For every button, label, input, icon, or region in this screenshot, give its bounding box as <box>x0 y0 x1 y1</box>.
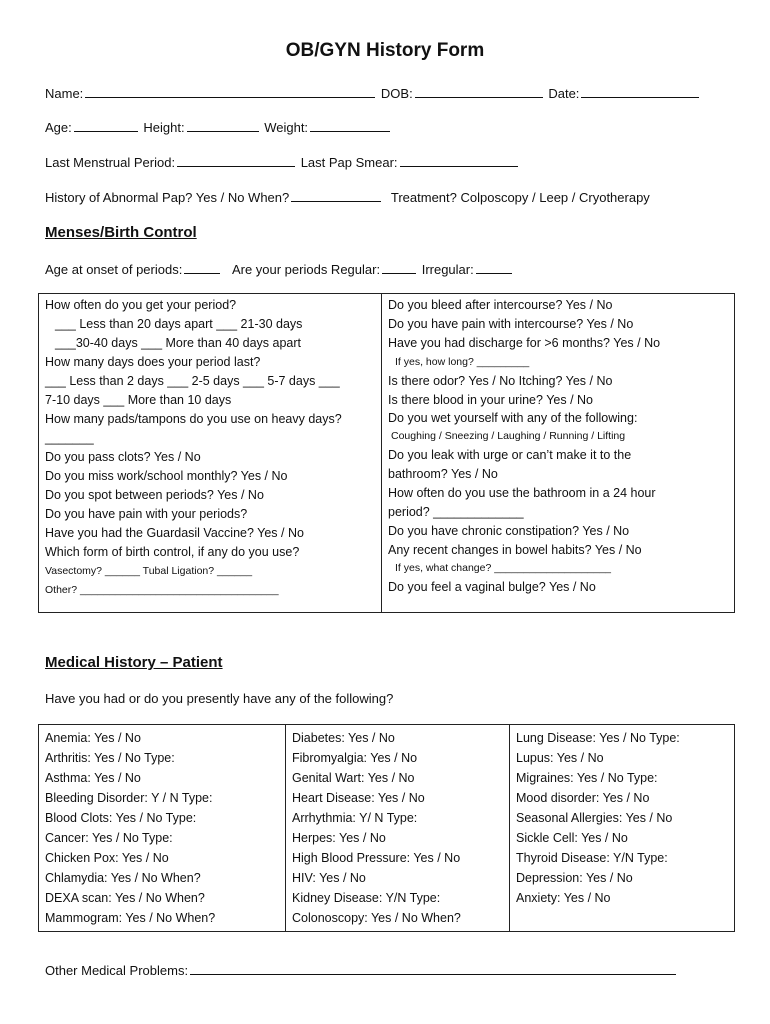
regular-label: Are your periods Regular: <box>231 262 381 277</box>
condition-item: Anxiety: Yes / No <box>516 891 611 905</box>
condition-item: Arthritis: Yes / No Type: <box>45 751 175 765</box>
treatment-label: Treatment? Colposcopy / Leep / Cryotherapy <box>390 190 650 205</box>
weight-label: Weight: <box>264 120 309 135</box>
height-label: Height: <box>143 120 185 135</box>
condition-item: Mood disorder: Yes / No <box>516 791 650 805</box>
height-field[interactable] <box>187 120 259 132</box>
question-line: 7-10 days ___ More than 10 days <box>45 393 232 407</box>
weight-field[interactable] <box>310 120 390 132</box>
age-label: Age: <box>45 120 72 135</box>
question-line: ___30-40 days ___ More than 40 days apart <box>55 336 302 350</box>
condition-item: Cancer: Yes / No Type: <box>45 831 173 845</box>
condition-item: Herpes: Yes / No <box>292 831 386 845</box>
question-line: Do you have pain with your periods? <box>45 507 248 521</box>
condition-item: Thyroid Disease: Y/N Type: <box>516 851 668 865</box>
question-line: How often do you get your period? <box>45 298 237 312</box>
question-line: Have you had discharge for >6 months? Yes / No <box>388 336 661 350</box>
date-field[interactable] <box>581 86 699 98</box>
question-line: period? _____________ <box>388 505 524 519</box>
other-problems-row <box>45 963 678 978</box>
medical-history-intro: Have you had or do you presently have any of the following? <box>45 691 394 706</box>
question-line: How often do you use the bathroom in a 24 hour <box>388 486 656 500</box>
question-line: Do you wet yourself with any of the following: <box>388 411 638 425</box>
abnormal-pap-label: History of Abnormal Pap? Yes / No When? <box>45 190 290 205</box>
question-line: Coughing / Sneezing / Laughing / Running / Lifting <box>391 430 626 442</box>
condition-item: Heart Disease: Yes / No <box>292 791 425 805</box>
question-line: Do you spot between periods? Yes / No <box>45 488 264 502</box>
lmp-label: Last Menstrual Period: <box>45 155 176 170</box>
dob-field[interactable] <box>415 86 543 98</box>
other-problems-label: Other Medical Problems: <box>45 963 189 978</box>
condition-item: Depression: Yes / No <box>516 871 633 885</box>
condition-item: Bleeding Disorder: Y / N Type: <box>45 791 213 805</box>
question-line: Do you have pain with intercourse? Yes / No <box>388 317 634 331</box>
question-line: If yes, how long? _________ <box>395 356 530 368</box>
question-line: Any recent changes in bowel habits? Yes / No <box>388 543 642 557</box>
condition-item: Migraines: Yes / No Type: <box>516 771 658 785</box>
medical-history-heading: Medical History – Patient <box>45 654 223 671</box>
last-pap-field[interactable] <box>400 155 518 167</box>
regular-field[interactable] <box>382 262 416 274</box>
question-line: Do you pass clots? Yes / No <box>45 450 201 464</box>
period-row <box>45 155 520 170</box>
question-line: Other? __________________________________ <box>45 584 279 596</box>
question-line: Vasectomy? ______ Tubal Ligation? ______ <box>45 565 253 577</box>
question-line: How many days does your period last? <box>45 355 261 369</box>
date-label: Date: <box>548 86 580 101</box>
last-pap-label: Last Pap Smear: <box>300 155 398 170</box>
condition-item: Mammogram: Yes / No When? <box>45 911 216 925</box>
question-line: Do you feel a vaginal bulge? Yes / No <box>388 580 596 594</box>
irregular-field[interactable] <box>476 262 512 274</box>
menses-heading: Menses/Birth Control <box>45 224 197 241</box>
conditions-column-3 <box>510 725 735 932</box>
question-line: Do you leak with urge or can’t make it to the <box>388 448 632 462</box>
condition-item: Sickle Cell: Yes / No <box>516 831 628 845</box>
name-label: Name: <box>45 86 84 101</box>
column-divider <box>381 294 382 612</box>
name-field[interactable] <box>85 86 375 98</box>
onset-label: Age at onset of periods: <box>45 262 183 277</box>
condition-item: Diabetes: Yes / No <box>292 731 395 745</box>
condition-item: Chicken Pox: Yes / No <box>45 851 169 865</box>
question-line: ___ Less than 20 days apart ___ 21-30 days <box>55 317 303 331</box>
condition-item: Lupus: Yes / No <box>516 751 604 765</box>
lmp-field[interactable] <box>177 155 295 167</box>
question-line: Do you miss work/school monthly? Yes / No <box>45 469 288 483</box>
condition-item: Arrhythmia: Y/ N Type: <box>292 811 418 825</box>
onset-row <box>45 262 514 277</box>
question-line: How many pads/tampons do you use on heavy days? <box>45 412 342 426</box>
condition-item: Fibromyalgia: Yes / No <box>292 751 418 765</box>
question-line: _______ <box>45 431 94 445</box>
dob-label: DOB: <box>380 86 413 101</box>
other-problems-field[interactable] <box>190 963 676 975</box>
condition-item: Blood Clots: Yes / No Type: <box>45 811 197 825</box>
question-line: Do you bleed after intercourse? Yes / No <box>388 298 613 312</box>
condition-item: HIV: Yes / No <box>292 871 366 885</box>
condition-item: DEXA scan: Yes / No When? <box>45 891 205 905</box>
conditions-column-2 <box>286 725 510 932</box>
condition-item: Anemia: Yes / No <box>45 731 141 745</box>
question-line: Is there odor? Yes / No Itching? Yes / No <box>388 374 613 388</box>
condition-item: Lung Disease: Yes / No Type: <box>516 731 680 745</box>
medical-conditions-table <box>38 724 735 932</box>
question-line: If yes, what change? ____________________ <box>395 562 612 574</box>
vitals-row <box>45 120 392 135</box>
question-line: Have you had the Guardasil Vaccine? Yes / No <box>45 526 304 540</box>
onset-field[interactable] <box>184 262 220 274</box>
question-line: Do you have chronic constipation? Yes / No <box>388 524 630 538</box>
age-field[interactable] <box>74 120 138 132</box>
question-line: ___ Less than 2 days ___ 2-5 days ___ 5-7 days ___ <box>45 374 340 388</box>
question-line: Is there blood in your urine? Yes / No <box>388 393 593 407</box>
abnormal-pap-row <box>45 190 650 205</box>
condition-item: Genital Wart: Yes / No <box>292 771 415 785</box>
condition-item: Asthma: Yes / No <box>45 771 141 785</box>
menses-questions-box <box>38 293 735 613</box>
question-line: bathroom? Yes / No <box>388 467 498 481</box>
conditions-column-1 <box>39 725 286 932</box>
irregular-label: Irregular: <box>421 262 474 277</box>
condition-item: Colonoscopy: Yes / No When? <box>292 911 461 925</box>
condition-item: High Blood Pressure: Yes / No <box>292 851 461 865</box>
patient-info-row <box>45 86 701 101</box>
page-title: OB/GYN History Form <box>285 40 485 61</box>
question-line: Which form of birth control, if any do you use? <box>45 545 300 559</box>
condition-item: Seasonal Allergies: Yes / No <box>516 811 673 825</box>
condition-item: Chlamydia: Yes / No When? <box>45 871 201 885</box>
condition-item: Kidney Disease: Y/N Type: <box>292 891 441 905</box>
abnormal-pap-when-field[interactable] <box>291 190 381 202</box>
